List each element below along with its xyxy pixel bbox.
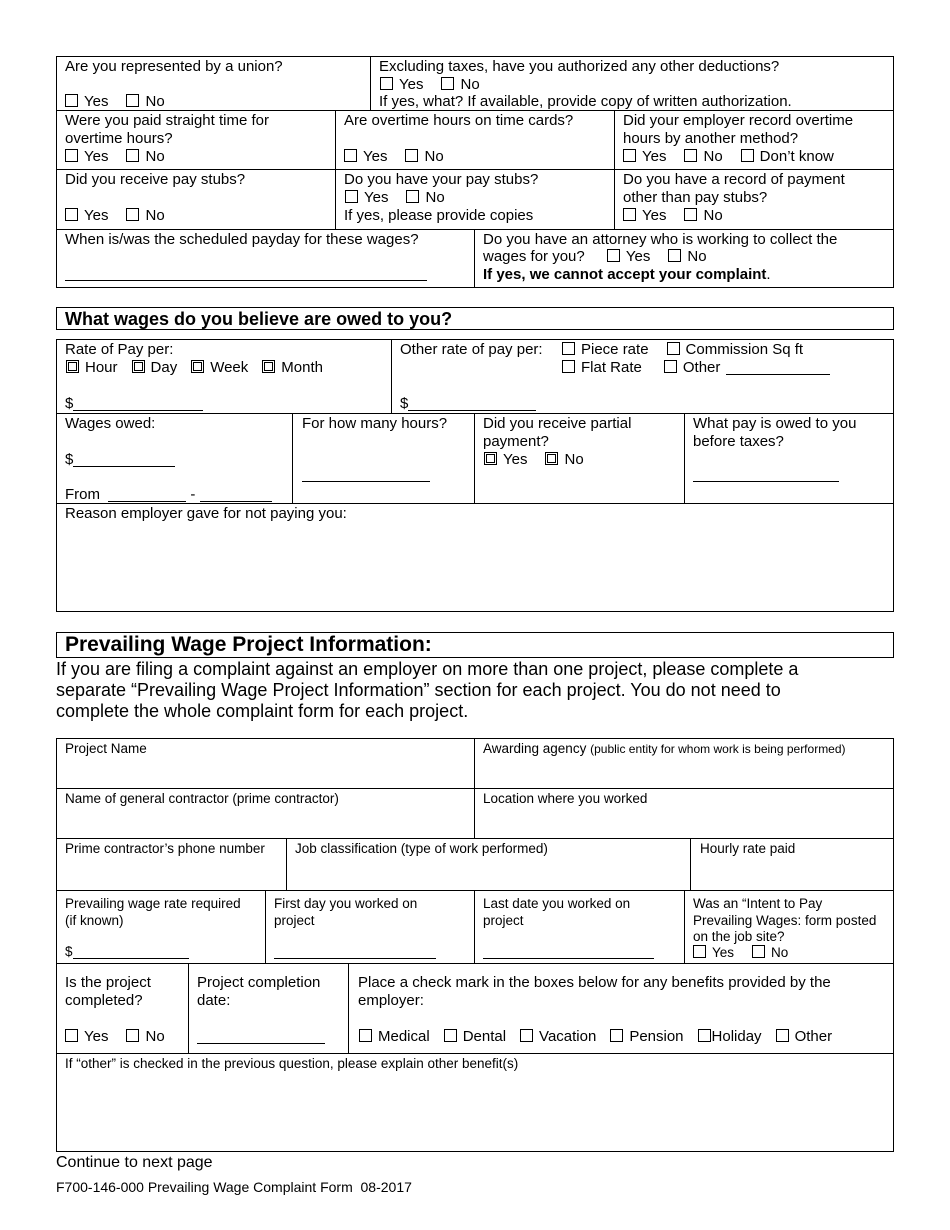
divider bbox=[56, 169, 894, 170]
attorney-no-label: No bbox=[687, 248, 707, 265]
benefit-holiday-option[interactable] bbox=[698, 1028, 762, 1046]
project-name-label: Project Name bbox=[65, 741, 147, 756]
overtime-record-question-line2: hours by another method? bbox=[623, 130, 799, 147]
other-rate-option[interactable] bbox=[664, 359, 721, 377]
job-classification-label: Job classification (type of work performed) bbox=[295, 841, 548, 856]
intent-to-pay-line2: Prevailing Wages: form posted bbox=[693, 913, 877, 928]
deductions-question: Excluding taxes, have you authorized any other deductions? bbox=[379, 58, 780, 75]
union-options bbox=[65, 93, 183, 111]
divider bbox=[335, 110, 336, 229]
benefit-other-checkbox[interactable] bbox=[776, 1029, 789, 1042]
first-day-input-line[interactable] bbox=[274, 958, 436, 959]
continue-note: Continue to next page bbox=[56, 1154, 213, 1171]
dollar-sign: $ bbox=[65, 944, 73, 959]
have-stubs-yes-label: Yes bbox=[364, 189, 389, 206]
benefit-pension-checkbox[interactable] bbox=[610, 1029, 623, 1042]
project-completed-line1: Is the project bbox=[65, 974, 151, 991]
other-benefit-label: If “other” is checked in the previous question, please explain other benefit(s) bbox=[65, 1056, 519, 1071]
form-identifier: F700-146-000 Prevailing Wage Complaint Form 08-2017 bbox=[56, 1179, 412, 1195]
attorney-warning-text: If yes, we cannot accept your complaint bbox=[483, 266, 767, 283]
straight-time-no-option[interactable] bbox=[126, 148, 164, 166]
benefit-medical-label: Medical bbox=[378, 1028, 430, 1045]
piece-rate-label: Piece rate bbox=[581, 341, 649, 358]
other-benefit-input-area[interactable] bbox=[60, 1074, 890, 1148]
pay-stubs-no-label: No bbox=[145, 207, 165, 224]
deductions-note: If yes, what? If available, provide copy of written authorization. bbox=[379, 93, 792, 110]
deductions-no-label: No bbox=[460, 76, 480, 93]
benefit-medical-option[interactable] bbox=[359, 1028, 430, 1046]
other-rate-amount bbox=[400, 395, 536, 413]
commission-checkbox[interactable] bbox=[667, 342, 680, 355]
divider bbox=[56, 890, 894, 891]
straight-time-no-label: No bbox=[145, 148, 165, 165]
have-stubs-no-option[interactable] bbox=[406, 189, 444, 207]
overtime-record-yes-checkbox[interactable] bbox=[623, 149, 636, 162]
piece-rate-checkbox[interactable] bbox=[562, 342, 575, 355]
divider bbox=[56, 788, 894, 789]
deductions-no-checkbox[interactable] bbox=[441, 77, 454, 90]
other-rate-options-row2 bbox=[562, 359, 830, 377]
union-no-checkbox[interactable] bbox=[126, 94, 139, 107]
payment-record-question-line1: Do you have a record of payment bbox=[623, 171, 845, 188]
other-rate-checkbox[interactable] bbox=[664, 360, 677, 373]
overtime-record-dont-know-label: Don’t know bbox=[759, 148, 834, 165]
completed-no-checkbox[interactable] bbox=[126, 1029, 139, 1042]
rate-period-options bbox=[66, 359, 341, 377]
attorney-question-line1: Do you have an attorney who is working to collect the bbox=[483, 231, 838, 248]
overtime-record-no-checkbox[interactable] bbox=[684, 149, 697, 162]
attorney-yes-label: Yes bbox=[625, 248, 651, 265]
divider bbox=[292, 413, 293, 503]
benefit-vacation-option[interactable] bbox=[520, 1028, 596, 1046]
intent-yes-checkbox[interactable] bbox=[693, 945, 706, 958]
pw-rate-input[interactable] bbox=[73, 944, 189, 959]
dollar-sign: $ bbox=[65, 451, 74, 468]
wages-owed-input[interactable] bbox=[73, 451, 175, 467]
completion-date-input-line[interactable] bbox=[197, 1043, 325, 1044]
have-stubs-yes-option[interactable] bbox=[345, 189, 388, 207]
day-checkbox[interactable] bbox=[132, 360, 145, 373]
month-option[interactable] bbox=[262, 359, 323, 377]
attorney-warning bbox=[483, 266, 771, 284]
completed-no-label: No bbox=[145, 1028, 165, 1045]
straight-time-question-line1: Were you paid straight time for bbox=[65, 112, 269, 129]
partial-no-checkbox[interactable] bbox=[545, 452, 558, 465]
wages-section-title: What wages do you believe are owed to you? bbox=[65, 309, 453, 329]
payment-record-yes-option[interactable] bbox=[623, 207, 666, 225]
day-option[interactable] bbox=[132, 359, 178, 377]
pay-stubs-options bbox=[65, 207, 183, 225]
attorney-yes-option[interactable] bbox=[607, 248, 650, 266]
payment-record-yes-label: Yes bbox=[642, 207, 667, 224]
have-stubs-no-checkbox[interactable] bbox=[406, 190, 419, 203]
month-checkbox[interactable] bbox=[262, 360, 275, 373]
hourly-rate-label: Hourly rate paid bbox=[700, 841, 796, 856]
reason-input-area[interactable] bbox=[60, 525, 890, 609]
prevailing-intro-line2: separate “Prevailing Wage Project Information” section for each project. You do not need to bbox=[56, 680, 781, 700]
pay-stubs-yes-label: Yes bbox=[84, 207, 109, 224]
pay-stubs-question: Did you receive pay stubs? bbox=[65, 171, 246, 188]
owed-before-taxes-line1: What pay is owed to you bbox=[693, 415, 857, 432]
divider bbox=[56, 413, 894, 414]
other-rate-amount-input[interactable] bbox=[408, 395, 536, 411]
overtime-record-no-option[interactable] bbox=[684, 148, 722, 166]
intent-no-option[interactable] bbox=[752, 944, 788, 961]
attorney-yes-checkbox[interactable] bbox=[607, 249, 620, 262]
completion-date-line1: Project completion bbox=[197, 974, 321, 991]
payment-record-options bbox=[623, 207, 741, 225]
rate-of-pay-label: Rate of Pay per: bbox=[65, 341, 174, 358]
day-label: Day bbox=[150, 359, 178, 376]
flat-rate-label: Flat Rate bbox=[581, 359, 642, 376]
week-label: Week bbox=[210, 359, 249, 376]
partial-yes-label: Yes bbox=[503, 451, 528, 468]
attorney-no-option[interactable] bbox=[668, 248, 706, 266]
prevailing-intro-line1: If you are filing a complaint against an employer on more than one project, please complete a bbox=[56, 659, 799, 679]
overtime-cards-no-checkbox[interactable] bbox=[405, 149, 418, 162]
benefit-dental-label: Dental bbox=[462, 1028, 507, 1045]
overtime-record-dont-know-option[interactable] bbox=[741, 148, 834, 166]
benefit-dental-checkbox[interactable] bbox=[444, 1029, 457, 1042]
benefit-vacation-checkbox[interactable] bbox=[520, 1029, 533, 1042]
intent-to-pay-line3: on the job site? bbox=[693, 929, 785, 944]
payment-record-question-line2: other than pay stubs? bbox=[623, 189, 768, 206]
benefit-medical-checkbox[interactable] bbox=[359, 1029, 372, 1042]
benefit-pension-label: Pension bbox=[629, 1028, 684, 1045]
divider bbox=[474, 413, 475, 503]
intent-yes-label: Yes bbox=[712, 945, 735, 960]
partial-no-label: No bbox=[564, 451, 584, 468]
straight-time-no-checkbox[interactable] bbox=[126, 149, 139, 162]
completed-no-option[interactable] bbox=[126, 1028, 164, 1046]
dollar-sign: $ bbox=[400, 395, 409, 412]
union-yes-checkbox[interactable] bbox=[65, 94, 78, 107]
overtime-cards-yes-option[interactable] bbox=[344, 148, 387, 166]
awarding-agency-text: Awarding agency bbox=[483, 741, 587, 756]
partial-payment-line2: payment? bbox=[483, 433, 549, 450]
partial-payment-line1: Did you receive partial bbox=[483, 415, 632, 432]
awarding-agency-note: (public entity for whom work is being performed) bbox=[590, 742, 846, 756]
divider bbox=[348, 963, 349, 1053]
benefit-other-option[interactable] bbox=[776, 1028, 833, 1046]
owed-before-taxes-line2: before taxes? bbox=[693, 433, 784, 450]
have-stubs-note: If yes, please provide copies bbox=[344, 207, 534, 224]
last-day-input-line[interactable] bbox=[483, 958, 654, 959]
hours-input-line[interactable] bbox=[302, 481, 430, 482]
pw-rate-amount bbox=[65, 943, 189, 960]
pay-stubs-no-option[interactable] bbox=[126, 207, 164, 225]
overtime-record-question-line1: Did your employer record overtime bbox=[623, 112, 854, 129]
payment-record-no-checkbox[interactable] bbox=[684, 208, 697, 221]
union-no-label: No bbox=[145, 93, 165, 110]
benefits-prompt-line2: employer: bbox=[358, 992, 424, 1009]
overtime-cards-no-option[interactable] bbox=[405, 148, 443, 166]
from-label: From bbox=[65, 486, 100, 503]
benefit-dental-option[interactable] bbox=[444, 1028, 506, 1046]
prevailing-section-title: Prevailing Wage Project Information: bbox=[65, 633, 432, 656]
benefit-pension-option[interactable] bbox=[610, 1028, 683, 1046]
flat-rate-checkbox[interactable] bbox=[562, 360, 575, 373]
from-date-input[interactable] bbox=[108, 486, 186, 502]
month-label: Month bbox=[281, 359, 323, 376]
general-contractor-label: Name of general contractor (prime contractor) bbox=[65, 791, 339, 806]
prevailing-intro-line3: complete the whole complaint form for each project. bbox=[56, 701, 469, 721]
hour-label: Hour bbox=[85, 359, 118, 376]
dash-separator: - bbox=[190, 486, 196, 503]
overtime-record-no-label: No bbox=[703, 148, 723, 165]
completed-yes-checkbox[interactable] bbox=[65, 1029, 78, 1042]
overtime-cards-options bbox=[344, 148, 462, 166]
straight-time-question-line2: overtime hours? bbox=[65, 130, 173, 147]
partial-yes-checkbox[interactable] bbox=[484, 452, 497, 465]
other-rate-input[interactable] bbox=[726, 359, 830, 375]
partial-no-option[interactable] bbox=[545, 451, 583, 469]
hour-option[interactable] bbox=[66, 359, 118, 377]
divider bbox=[614, 110, 615, 229]
union-yes-option[interactable] bbox=[65, 93, 108, 111]
commission-label: Commission Sq ft bbox=[685, 341, 804, 358]
intent-to-pay-options bbox=[693, 944, 806, 961]
payday-question: When is/was the scheduled payday for these wages? bbox=[65, 231, 419, 248]
divider bbox=[56, 963, 894, 964]
overtime-record-yes-option[interactable] bbox=[623, 148, 666, 166]
wages-owed-amount bbox=[65, 451, 175, 469]
wages-owed-label: Wages owed: bbox=[65, 415, 156, 432]
intent-to-pay-line1: Was an “Intent to Pay bbox=[693, 896, 823, 911]
have-stubs-options bbox=[345, 189, 463, 207]
week-checkbox[interactable] bbox=[191, 360, 204, 373]
other-rate-label-text: Other bbox=[682, 359, 721, 376]
first-day-label-line1: First day you worked on bbox=[274, 896, 418, 911]
benefit-vacation-label: Vacation bbox=[539, 1028, 597, 1045]
location-label: Location where you worked bbox=[483, 791, 648, 806]
have-stubs-yes-checkbox[interactable] bbox=[345, 190, 358, 203]
deductions-options bbox=[380, 76, 498, 94]
other-rate-options-row1 bbox=[562, 341, 821, 359]
completion-date-line2: date: bbox=[197, 992, 231, 1009]
benefits-options bbox=[359, 1028, 850, 1046]
rate-amount bbox=[65, 395, 203, 413]
to-date-input[interactable] bbox=[200, 486, 272, 502]
completed-yes-option[interactable] bbox=[65, 1028, 108, 1046]
payment-record-no-label: No bbox=[703, 207, 723, 224]
rate-amount-input[interactable] bbox=[73, 395, 203, 411]
last-day-label-line2: project bbox=[483, 913, 524, 928]
benefit-holiday-label: Holiday bbox=[711, 1028, 762, 1045]
pay-stubs-no-checkbox[interactable] bbox=[126, 208, 139, 221]
payment-record-no-option[interactable] bbox=[684, 207, 722, 225]
owed-before-taxes-input-line[interactable] bbox=[693, 481, 839, 482]
pay-stubs-yes-option[interactable] bbox=[65, 207, 108, 225]
divider bbox=[684, 413, 685, 503]
divider bbox=[56, 229, 894, 230]
wages-period bbox=[65, 486, 272, 504]
intent-yes-option[interactable] bbox=[693, 944, 734, 961]
project-completed-line2: completed? bbox=[65, 992, 143, 1009]
hour-checkbox[interactable] bbox=[66, 360, 79, 373]
attorney-warning-period: . bbox=[766, 266, 771, 283]
overtime-cards-question: Are overtime hours on time cards? bbox=[344, 112, 574, 129]
prime-phone-label: Prime contractor’s phone number bbox=[65, 841, 265, 856]
commission-option[interactable] bbox=[667, 341, 804, 359]
have-stubs-question: Do you have your pay stubs? bbox=[344, 171, 539, 188]
partial-yes-option[interactable] bbox=[484, 451, 527, 469]
divider bbox=[188, 963, 189, 1053]
flat-rate-option[interactable] bbox=[562, 359, 642, 377]
dollar-sign: $ bbox=[65, 395, 74, 412]
deductions-no-option[interactable] bbox=[441, 76, 479, 94]
intent-no-label: No bbox=[771, 945, 789, 960]
awarding-agency-label bbox=[483, 740, 846, 758]
attorney-no-checkbox[interactable] bbox=[668, 249, 681, 262]
pw-rate-label-line1: Prevailing wage rate required bbox=[65, 896, 241, 911]
pw-rate-label-line2: (if known) bbox=[65, 913, 124, 928]
payment-record-yes-checkbox[interactable] bbox=[623, 208, 636, 221]
overtime-cards-yes-label: Yes bbox=[363, 148, 388, 165]
union-question: Are you represented by a union? bbox=[65, 58, 283, 75]
overtime-record-options bbox=[623, 148, 852, 166]
piece-rate-option[interactable] bbox=[562, 341, 649, 359]
divider bbox=[684, 890, 685, 963]
have-stubs-no-label: No bbox=[425, 189, 445, 206]
divider bbox=[56, 838, 894, 839]
pay-stubs-yes-checkbox[interactable] bbox=[65, 208, 78, 221]
benefit-other-label: Other bbox=[794, 1028, 833, 1045]
overtime-cards-yes-checkbox[interactable] bbox=[344, 149, 357, 162]
attorney-question-line2 bbox=[483, 248, 725, 266]
straight-time-options bbox=[65, 148, 183, 166]
straight-time-yes-checkbox[interactable] bbox=[65, 149, 78, 162]
divider bbox=[690, 838, 691, 890]
divider bbox=[474, 890, 475, 963]
project-completed-options bbox=[65, 1028, 183, 1046]
intent-no-checkbox[interactable] bbox=[752, 945, 765, 958]
completed-yes-label: Yes bbox=[84, 1028, 109, 1045]
divider bbox=[56, 1053, 894, 1054]
overtime-record-yes-label: Yes bbox=[642, 148, 667, 165]
other-rate-label: Other rate of pay per: bbox=[400, 341, 543, 358]
hours-label: For how many hours? bbox=[302, 415, 448, 432]
deductions-yes-checkbox[interactable] bbox=[380, 77, 393, 90]
reason-label: Reason employer gave for not paying you: bbox=[65, 505, 347, 522]
union-yes-label: Yes bbox=[84, 93, 109, 110]
deductions-yes-label: Yes bbox=[399, 76, 424, 93]
straight-time-yes-option[interactable] bbox=[65, 148, 108, 166]
divider bbox=[265, 890, 266, 963]
divider bbox=[474, 738, 475, 838]
deductions-yes-option[interactable] bbox=[380, 76, 423, 94]
divider bbox=[286, 838, 287, 890]
union-no-option[interactable] bbox=[126, 93, 164, 111]
overtime-cards-no-label: No bbox=[424, 148, 444, 165]
straight-time-yes-label: Yes bbox=[84, 148, 109, 165]
divider bbox=[370, 56, 371, 110]
first-day-label-line2: project bbox=[274, 913, 315, 928]
attorney-question-text: wages for you? bbox=[483, 248, 585, 265]
payday-input-line[interactable] bbox=[65, 280, 427, 281]
divider bbox=[474, 229, 475, 288]
benefit-holiday-checkbox[interactable] bbox=[698, 1029, 711, 1042]
last-day-label-line1: Last date you worked on bbox=[483, 896, 631, 911]
divider bbox=[391, 339, 392, 413]
partial-payment-options bbox=[484, 451, 602, 469]
week-option[interactable] bbox=[191, 359, 248, 377]
benefits-prompt-line1: Place a check mark in the boxes below for any benefits provided by the bbox=[358, 974, 831, 991]
overtime-record-dont-know-checkbox[interactable] bbox=[741, 149, 754, 162]
